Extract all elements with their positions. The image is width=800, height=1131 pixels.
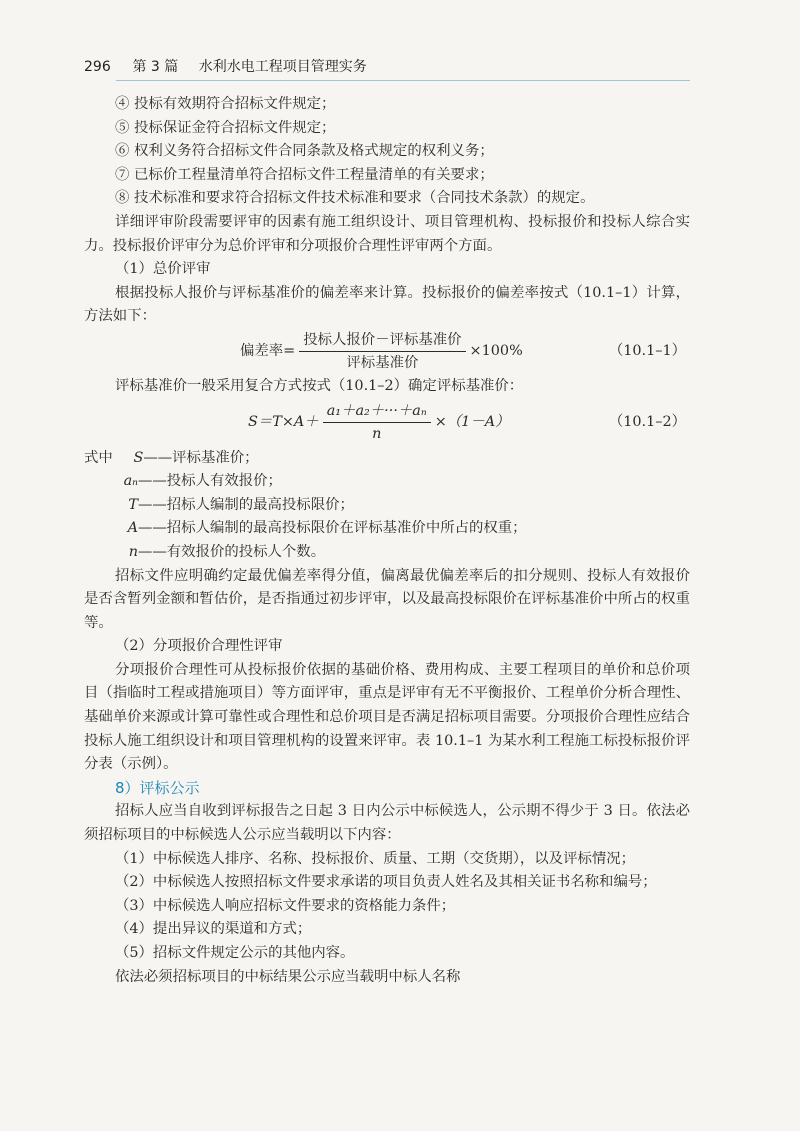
- list-item: ⑤ 投标保证金符合招标文件规定；: [115, 119, 336, 136]
- definition-row: [84, 470, 690, 494]
- definition-symbol: n: [128, 543, 138, 560]
- definition-text: ——投标人有效报价；: [138, 473, 282, 490]
- formula-denominator: n: [372, 426, 382, 443]
- definition-symbol: A: [127, 520, 138, 537]
- definition-intro: 式中: [84, 449, 113, 466]
- paragraph-result: 依法必须招标项目的中标结果公示应当载明中标人名称: [115, 968, 461, 985]
- definition-row: [84, 517, 690, 541]
- paragraph-base-price: 评标基准价一般采用复合方式按式（10.1–2）确定评标基准价：: [115, 377, 524, 394]
- formula-lhs: S＝T×A＋: [248, 413, 319, 430]
- list-item: ④ 投标有效期符合招标文件规定；: [115, 96, 336, 112]
- formula-denominator: 评标基准价: [346, 355, 419, 372]
- definition-text: ——有效报价的投标人个数。: [138, 543, 326, 560]
- book-title: 水利水电工程项目管理实务: [198, 59, 367, 75]
- list-item: ⑦ 已标价工程量清单符合招标文件工程量清单的有关要求；: [115, 166, 494, 183]
- list-item: （4）提出异议的渠道和方式；: [115, 921, 312, 938]
- page-body: [84, 93, 690, 989]
- formula-lhs: 偏差率=: [240, 343, 296, 360]
- list-item: ⑥ 权利义务符合招标文件合同条款及格式规定的权利义务；: [115, 143, 494, 160]
- definition-row: [84, 541, 690, 565]
- list-item: （2）中标候选人按照招标文件要求承诺的项目负责人姓名及其相关证书名称和编号；: [115, 874, 657, 891]
- definition-row: [84, 447, 690, 471]
- formula-rhs: ×100%: [469, 343, 523, 360]
- header-rule: [116, 80, 690, 81]
- equation-number: （10.1–1）: [608, 343, 686, 360]
- definition-symbol: aₙ: [123, 473, 138, 490]
- running-header: [84, 56, 690, 76]
- definition-symbol: T: [128, 496, 138, 513]
- section-heading-publicity: 8）评标公示: [115, 778, 200, 797]
- page-number: 296: [84, 59, 111, 75]
- formula-base-price: [84, 399, 690, 447]
- equation-number: （10.1–2）: [608, 413, 686, 430]
- formula-rhs: ×（1－A）: [434, 413, 510, 430]
- list-item: （1）中标候选人排序、名称、投标报价、质量、工期（交货期），以及评标情况；: [115, 850, 636, 867]
- paragraph-rules: 招标文件应明确约定最优偏差率得分值，偏离最优偏差率后的扣分规则、投标人有效报价是否含暂列金额和暂估价，是否指通过初步评审，以及最高投标限价在评标基准价中所占的权重等。: [84, 567, 690, 631]
- paragraph-item-price: 分项报价合理性可从投标报价依据的基础价格、费用构成、主要工程项目的单价和总价项目（指临时工程或措施项目）等方面评审，重点是评审有无不平衡报价、工程单价分析合理性、基础单价来源或计算可靠性或合理性和总价项目是否满足招标项目需要。分项报价合理性应结合投标人施工组织设计和项目管理机构的设置来评审。表 10.1–1 为某水利工程施工标投标报价评分表（示例）。: [84, 661, 690, 773]
- formula-fraction: [323, 401, 431, 444]
- formula-deviation-rate: [84, 329, 690, 375]
- definition-text: ——评标基准价；: [143, 449, 259, 466]
- list-item: （5）招标文件规定公示的其他内容。: [115, 945, 355, 961]
- paragraph-total-price: 根据投标人报价与评标基准价的偏差率来计算。投标报价的偏差率按式（10.1–1）计算，方法如下：: [84, 284, 690, 325]
- list-item: ⑧ 技术标准和要求符合招标文件技术标准和要求（合同技术条款）的规定。: [115, 190, 595, 207]
- formula-numerator: 投标人报价－评标基准价: [299, 330, 465, 352]
- subheading-total-price: （1）总价评审: [115, 261, 211, 278]
- definition-text: ——招标人编制的最高投标限价在评标基准价中所占的权重；: [138, 520, 527, 537]
- definition-text: ——招标人编制的最高投标限价；: [138, 496, 354, 513]
- paragraph-detailed-review: 详细评审阶段需要评审的因素有施工组织设计、项目管理机构、投标报价和投标人综合实力。投标报价评审分为总价评审和分项报价合理性评审两个方面。: [84, 213, 690, 254]
- symbol-definitions: [84, 447, 690, 565]
- definition-row: [84, 494, 690, 518]
- formula-fraction: [299, 330, 465, 373]
- part-label: 第 3 篇: [132, 59, 179, 75]
- formula-numerator: a₁＋a₂＋···＋aₙ: [323, 401, 431, 423]
- definition-symbol: S: [133, 449, 144, 466]
- list-item: （3）中标候选人响应招标文件要求的资格能力条件；: [115, 897, 456, 914]
- paragraph-publicity: 招标人应当自收到评标报告之日起 3 日内公示中标候选人，公示期不得少于 3 日。依法必须招标项目的中标候选人公示应当载明以下内容：: [84, 803, 690, 844]
- subheading-item-price: （2）分项报价合理性评审: [115, 638, 283, 655]
